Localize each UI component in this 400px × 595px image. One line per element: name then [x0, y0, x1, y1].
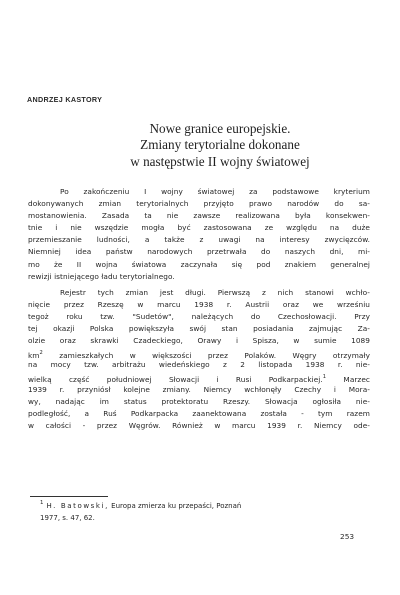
footnote-mark: 1 — [40, 500, 44, 506]
title-line: Nowe granice europejskie. — [149, 121, 291, 136]
text-line: nięcie przez Rzeszę w marcu 1938 r. Austrii oraz we wrześniu — [28, 299, 370, 309]
text-fragment: zamieszkałych w większości przez Polaków. Węgry otrzymały — [42, 351, 370, 361]
text-line: przemieszanie ludności, a także z uwagi na interesy zwycięzców. — [28, 235, 370, 245]
title-line: Zmiany terytorialne dokonane — [140, 137, 300, 153]
page-number: 253 — [340, 532, 355, 541]
author-name: ANDRZEJ KASTORY — [27, 95, 103, 104]
text-line: tegoż roku tzw. "Sudetów", należących do Czechosłowacji. Przy — [28, 311, 370, 321]
text-line: mostanowienia. Zasada ta nie zawsze realizowana była konsekwen- — [28, 211, 370, 221]
article-title — [40, 121, 400, 170]
footnote-divider — [30, 496, 108, 497]
text-line: podległość, a Ruś Podkarpacka zaanektowana została - tym razem — [28, 408, 370, 418]
text-line: olzie oraz skrawki Czadeckiego, Orawy i Spisza, w sumie 1089 — [28, 336, 370, 346]
text-line: tnie i nie wszędzie mogła być zastosowana ze względu na duże — [28, 223, 370, 233]
text-fragment: wielką część południowej Słowacji i Rusi Podkarpackiej. — [28, 375, 323, 385]
text-fragment: km — [28, 351, 40, 361]
text-line: Niemniej idea państw narodowych przetrwała do naszych dni, mi- — [28, 247, 370, 257]
footnote-line — [40, 498, 340, 513]
footnote — [40, 498, 340, 524]
text-line: mo że II wojna światowa zaczynała się pod znakiem generalnej — [28, 259, 370, 269]
text-line — [28, 347, 370, 359]
text-line: Rejestr tych zmian jest długi. Pierwszą z nich stanowi wchło- — [60, 287, 370, 297]
footnote-text: Europa zmierza ku przepaści, Poznań — [108, 502, 242, 510]
text-line: 1939 r. przyniósł kolejne zmiany. Niemcy wchłonęły Czechy i Mora- — [28, 384, 370, 394]
text-line: na mocy tzw. arbitrażu wiedeńskiego z 2 listopada 1938 r. nie- — [28, 360, 370, 370]
text-line: w całości - przez Węgrów. Również w marcu 1939 r. Niemcy ode- — [28, 420, 370, 430]
text-line: dokonywanych zmian terytorialnych przyjęto prawo narodów do sa- — [28, 199, 370, 209]
footnote-author: H. Batowski, — [46, 502, 109, 510]
text-line: rewizji istniejącego ładu terytorialnego. — [28, 271, 175, 281]
superscript-exponent: 2 — [39, 350, 43, 357]
title-line: w następstwie II wojny światowej — [130, 153, 310, 169]
footnote-line: 1977, s. 47, 62. — [40, 513, 95, 522]
footnote-reference: 1 — [322, 374, 327, 381]
text-line: Po zakończeniu I wojny światowej za podstawowe kryterium — [60, 187, 370, 196]
article-body — [28, 186, 370, 432]
text-line — [28, 371, 370, 383]
text-line: wy, nadając im status protektoratu Rzeszy. Słowacja ogłosiła nie- — [28, 396, 370, 406]
text-line: tej okazji Polska powiększyła swój stan posiadania zajmując Za- — [28, 324, 370, 334]
text-fragment: Marzec — [326, 375, 370, 385]
